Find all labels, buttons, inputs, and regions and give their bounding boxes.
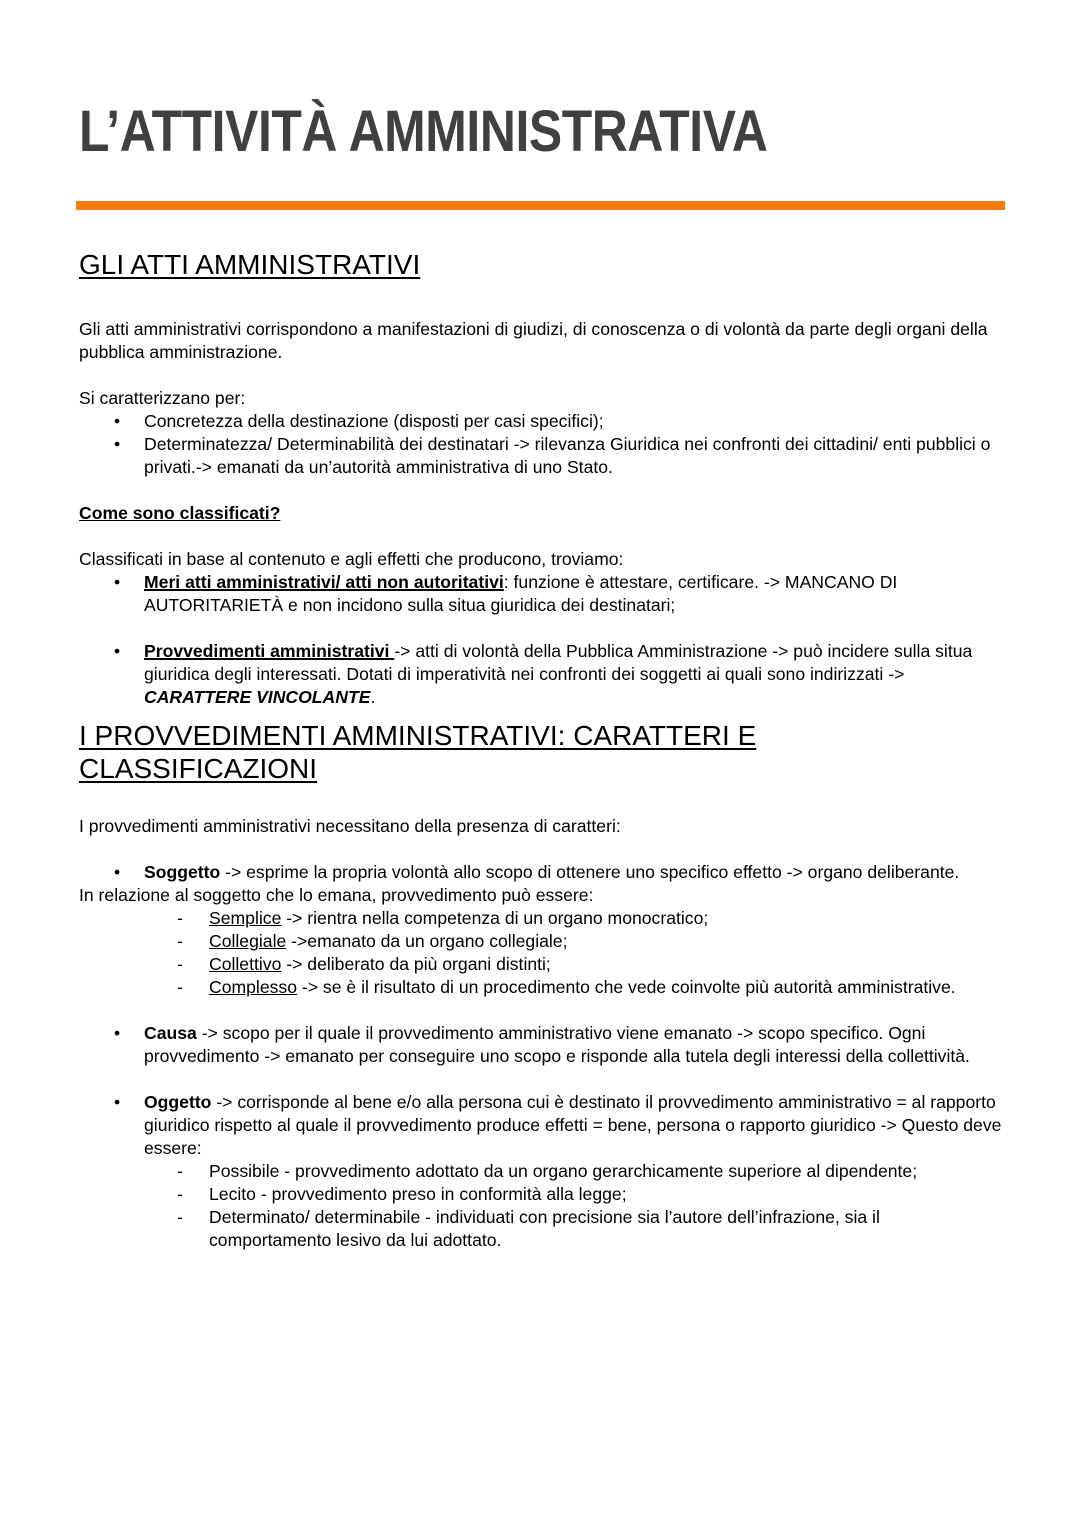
list-item [144,1022,1005,1068]
description: -> atti di volontà della Pubblica Amministrazione -> può incidere sulla situa giuridica degli interessati. Dotati di imperatività nei confronti dei soggetti ai quali sono indirizzati -> [144,641,973,684]
term: Soggetto [144,862,221,882]
description: -> se è il risultato di un procedimento che vede coinvolte più autorità amministrative. [297,977,956,997]
oggetto-list [79,1091,1005,1160]
characteristics-label: Si caratterizzano per: [79,388,246,408]
list-item: • Concretezza della destinazione (disposti per casi specifici); [144,410,1005,433]
term: Causa [144,1023,197,1043]
description: -> deliberato da più organi distinti; [281,954,551,974]
provvedimenti-intro: I provvedimenti amministrativi necessitano della presenza di caratteri: [79,816,621,836]
characteristics-list [79,410,1005,479]
list-item [209,953,1005,976]
section-heading-provvedimenti [79,719,1005,785]
list-item: - Possibile - provvedimento adottato da un organo gerarchicamente superiore al dipendente; [209,1160,1005,1183]
intro-paragraph: Gli atti amministrativi corrispondono a manifestazioni di giudizi, di conoscenza o di volontà da parte degli organi della pubblica amministrazione. [79,319,988,362]
list-item [209,907,1005,930]
title-divider [76,201,1005,210]
description: -> scopo per il quale il provvedimento amministrativo viene emanato -> scopo specifico. Ogni provvedimento -> emanato per conseguire uno scopo e risponde alla tutela degli interessi della collettività. [144,1023,970,1066]
list-item [144,571,1005,617]
term: Collettivo [209,954,282,974]
classification-intro: Classificati in base al contenuto e agli effetti che producono, troviamo: [79,549,624,569]
term: Meri atti amministrativi/ atti non autoritativi [144,572,504,592]
list-item [144,1091,1005,1160]
relazione-text: In relazione al soggetto che lo emana, provvedimento può essere: [79,885,594,905]
punctuation: . [370,687,376,707]
term: Oggetto [144,1092,212,1112]
description: ->emanato da un organo collegiale; [286,931,568,951]
list-item: - Determinato/ determinabile - individuati con precisione sia l’autore dell’infrazione, sia il comportamento lesivo da lui adottato. [209,1206,1005,1252]
document-body [79,248,1005,1252]
requisites-list [79,1160,1005,1252]
description: -> esprime la propria volontà allo scopo di ottenere uno specifico effetto -> organo deliberante. [220,862,960,882]
section-heading-atti: GLI ATTI AMMINISTRATIVI [79,249,421,280]
list-item [209,930,1005,953]
classification-list [79,571,1005,709]
classification-question: Come sono classificati? [79,503,281,523]
list-item [144,640,1005,709]
heading-line: I PROVVEDIMENTI AMMINISTRATIVI: CARATTERI E [79,720,757,751]
term: Semplice [209,908,282,928]
causa-list [79,1022,1005,1068]
description: : funzione è attestare, certificare. -> MANCANO DI AUTORITARIETÀ e non incidono sulla situa giuridica dei destinatari; [144,572,898,615]
emphasis: CARATTERE VINCOLANTE [144,687,371,707]
heading-line: CLASSIFICAZIONI [79,753,318,784]
term: Collegiale [209,931,287,951]
list-item: - Lecito - provvedimento preso in conformità alla legge; [209,1183,1005,1206]
list-item [144,861,1005,884]
list-item: • Determinatezza/ Determinabilità dei destinatari -> rilevanza Giuridica nei confronti dei cittadini/ enti pubblici o privati.-> emanati da un’autorità amministrativa di uno Stato. [144,433,1005,479]
description: -> corrisponde al bene e/o alla persona cui è destinato il provvedimento amministrativo = al rapporto giuridico rispetto al quale il provvedimento produce effetti = bene, persona o rapporto giuridico -> Questo deve essere: [144,1092,1002,1158]
list-item [209,976,1005,999]
document-title: L’ATTIVITÀ AMMINISTRATIVA [79,99,768,164]
term: Complesso [209,977,298,997]
description: -> rientra nella competenza di un organo monocratico; [281,908,709,928]
term: Provvedimenti amministrativi [144,641,395,661]
types-list [79,907,1005,999]
soggetto-list [79,861,1005,884]
